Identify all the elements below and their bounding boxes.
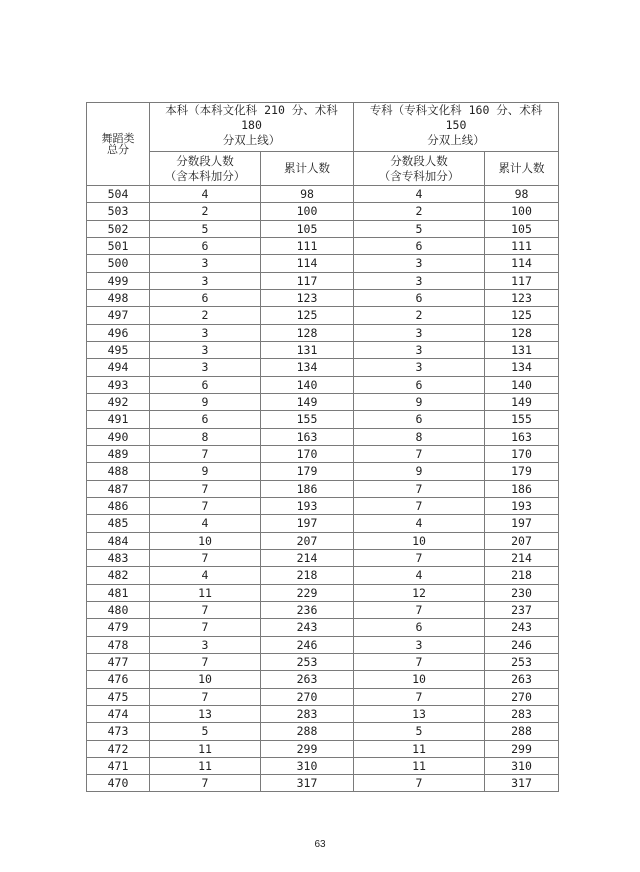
total-score-cell: 482 — [87, 567, 150, 584]
table-row — [87, 445, 559, 462]
junior-college-cumulative-cell: 237 — [485, 601, 559, 618]
undergraduate-segment-count-cell: 4 — [150, 567, 261, 584]
undergraduate-cumulative-cell: 214 — [261, 549, 354, 566]
undergraduate-group-header — [150, 103, 354, 152]
undergraduate-cumulative-cell: 140 — [261, 376, 354, 393]
undergraduate-cumulative-cell: 128 — [261, 324, 354, 341]
total-score-cell: 480 — [87, 601, 150, 618]
undergraduate-segment-count-cell: 6 — [150, 237, 261, 254]
junior-college-segment-count-cell: 12 — [354, 584, 485, 601]
undergraduate-segment-count-cell: 2 — [150, 203, 261, 220]
table-row — [87, 393, 559, 410]
undergraduate-segment-count-cell: 11 — [150, 757, 261, 774]
undergraduate-segment-count-cell: 10 — [150, 671, 261, 688]
junior-college-segment-count-cell: 11 — [354, 740, 485, 757]
table-row — [87, 359, 559, 376]
undergraduate-cumulative-cell: 299 — [261, 740, 354, 757]
table-row — [87, 411, 559, 428]
undergraduate-cumulative-cell: 270 — [261, 688, 354, 705]
table-row — [87, 237, 559, 254]
junior-college-cumulative-cell: 179 — [485, 463, 559, 480]
table-row — [87, 480, 559, 497]
table-row — [87, 341, 559, 358]
junior-college-segment-count-cell: 7 — [354, 653, 485, 670]
junior-college-cumulative-cell: 197 — [485, 515, 559, 532]
table-row — [87, 671, 559, 688]
undergraduate-segment-count-cell: 4 — [150, 515, 261, 532]
undergraduate-cumulative-cell: 134 — [261, 359, 354, 376]
undergraduate-header-line-1: 本科（本科文化科 210 分、术科 — [165, 103, 338, 117]
total-score-cell: 470 — [87, 775, 150, 792]
undergraduate-segment-count-cell: 7 — [150, 688, 261, 705]
junior-college-cumulative-cell: 317 — [485, 775, 559, 792]
undergraduate-cumulative-cell: 283 — [261, 705, 354, 722]
undergraduate-cumulative-cell: 263 — [261, 671, 354, 688]
undergraduate-cumulative-cell: 186 — [261, 480, 354, 497]
undergraduate-cumulative-cell: 149 — [261, 393, 354, 410]
table-row — [87, 255, 559, 272]
undergraduate-segment-count-cell: 7 — [150, 497, 261, 514]
undergraduate-segment-count-cell: 7 — [150, 445, 261, 462]
total-score-cell: 487 — [87, 480, 150, 497]
table-row — [87, 601, 559, 618]
undergraduate-cumulative-cell: 229 — [261, 584, 354, 601]
undergraduate-cumulative-cell: 111 — [261, 237, 354, 254]
junior-college-segment-count-cell: 11 — [354, 757, 485, 774]
undergraduate-cumulative-cell: 207 — [261, 532, 354, 549]
table-row — [87, 757, 559, 774]
total-score-cell: 479 — [87, 619, 150, 636]
table-row — [87, 775, 559, 792]
junior-college-segment-count-cell: 6 — [354, 376, 485, 393]
table-row — [87, 740, 559, 757]
page-number: 63 — [314, 839, 326, 850]
total-score-cell: 475 — [87, 688, 150, 705]
undergraduate-cumulative-cell: 197 — [261, 515, 354, 532]
junior-college-segment-count-cell: 7 — [354, 775, 485, 792]
junior-college-cumulative-cell: 270 — [485, 688, 559, 705]
junior-college-segment-count-cell: 2 — [354, 307, 485, 324]
undergraduate-segment-count-cell: 9 — [150, 393, 261, 410]
junior-college-cumulative-cell: 105 — [485, 220, 559, 237]
junior-college-cumulative-cell: 299 — [485, 740, 559, 757]
undergraduate-segment-count-cell: 3 — [150, 324, 261, 341]
junior-college-segment-count-cell: 13 — [354, 705, 485, 722]
junior-college-segment-count-cell: 6 — [354, 411, 485, 428]
table-row — [87, 688, 559, 705]
undergraduate-cumulative-cell: 288 — [261, 723, 354, 740]
table-row — [87, 463, 559, 480]
undergraduate-segment-count-cell: 4 — [150, 186, 261, 203]
undergraduate-cumulative-cell: 310 — [261, 757, 354, 774]
undergraduate-cumulative-cell: 163 — [261, 428, 354, 445]
total-score-cell: 501 — [87, 237, 150, 254]
undergraduate-cumulative-cell: 125 — [261, 307, 354, 324]
undergraduate-segment-count-cell: 7 — [150, 480, 261, 497]
junior-college-segment-count-cell: 4 — [354, 515, 485, 532]
undergraduate-cumulative-cell: 114 — [261, 255, 354, 272]
table-row — [87, 376, 559, 393]
undergraduate-cumulative-cell: 243 — [261, 619, 354, 636]
total-score-cell: 503 — [87, 203, 150, 220]
total-score-cell: 488 — [87, 463, 150, 480]
junior-college-cumulative-cell: 263 — [485, 671, 559, 688]
total-score-cell: 476 — [87, 671, 150, 688]
undergraduate-cumulative-cell: 317 — [261, 775, 354, 792]
undergraduate-segment-count-cell: 5 — [150, 723, 261, 740]
junior-college-cumulative-cell: 100 — [485, 203, 559, 220]
junior-college-cumulative-cell: 111 — [485, 237, 559, 254]
table-row — [87, 549, 559, 566]
junior-college-cumulative-cell: 128 — [485, 324, 559, 341]
undergraduate-cumulative-cell: 253 — [261, 653, 354, 670]
undergraduate-cumulative-cell: 179 — [261, 463, 354, 480]
table-row — [87, 497, 559, 514]
junior-college-segment-count-cell: 3 — [354, 636, 485, 653]
undergraduate-cumulative-cell: 236 — [261, 601, 354, 618]
undergraduate-segment-count-header — [150, 152, 261, 186]
table-row — [87, 532, 559, 549]
undergraduate-cumulative-cell: 100 — [261, 203, 354, 220]
junior-college-segment-count-cell: 3 — [354, 341, 485, 358]
undergraduate-header-line-2: 180 — [241, 118, 262, 132]
total-score-cell: 500 — [87, 255, 150, 272]
junior-college-cumulative-cell: 134 — [485, 359, 559, 376]
junior-college-cumulative-cell: 283 — [485, 705, 559, 722]
total-score-cell: 473 — [87, 723, 150, 740]
table-row — [87, 723, 559, 740]
junior-college-segment-count-cell: 7 — [354, 688, 485, 705]
undergraduate-cumulative-header: 累计人数 — [261, 152, 354, 186]
junior-college-cumulative-cell: 218 — [485, 567, 559, 584]
table-row — [87, 428, 559, 445]
junior-college-header-line-2: 150 — [445, 118, 467, 132]
undergraduate-segment-count-cell: 6 — [150, 411, 261, 428]
table-row — [87, 289, 559, 306]
junior-college-cumulative-cell: 123 — [485, 289, 559, 306]
junior-college-segment-count-cell: 10 — [354, 532, 485, 549]
total-score-cell: 492 — [87, 393, 150, 410]
table-row — [87, 220, 559, 237]
junior-college-segment-count-cell: 3 — [354, 324, 485, 341]
junior-college-segment-count-cell: 5 — [354, 723, 485, 740]
junior-college-cumulative-cell: 243 — [485, 619, 559, 636]
junior-college-segment-count-cell: 7 — [354, 480, 485, 497]
undergraduate-segment-count-cell: 9 — [150, 463, 261, 480]
undergraduate-cumulative-cell: 155 — [261, 411, 354, 428]
table-row — [87, 636, 559, 653]
junior-college-cumulative-cell: 214 — [485, 549, 559, 566]
junior-college-cumulative-cell: 246 — [485, 636, 559, 653]
junior-college-segment-count-cell: 3 — [354, 359, 485, 376]
junior-college-cumulative-cell: 193 — [485, 497, 559, 514]
table-row — [87, 567, 559, 584]
junior-college-segment-count-cell: 3 — [354, 255, 485, 272]
undergraduate-cumulative-cell: 246 — [261, 636, 354, 653]
undergraduate-segment-count-cell: 8 — [150, 428, 261, 445]
total-score-cell: 484 — [87, 532, 150, 549]
total-score-cell: 491 — [87, 411, 150, 428]
total-score-cell: 478 — [87, 636, 150, 653]
undergraduate-segment-count-cell: 3 — [150, 255, 261, 272]
undergraduate-cumulative-cell: 218 — [261, 567, 354, 584]
table-row — [87, 584, 559, 601]
junior-college-segment-count-cell: 7 — [354, 549, 485, 566]
undergraduate-segment-count-cell: 11 — [150, 584, 261, 601]
undergraduate-segment-count-cell: 7 — [150, 775, 261, 792]
undergraduate-cumulative-cell: 170 — [261, 445, 354, 462]
undergraduate-segment-count-cell: 3 — [150, 272, 261, 289]
table-row — [87, 324, 559, 341]
total-score-cell: 497 — [87, 307, 150, 324]
junior-college-segment-count-cell: 9 — [354, 393, 485, 410]
total-score-cell: 494 — [87, 359, 150, 376]
junior-college-cumulative-cell: 125 — [485, 307, 559, 324]
junior-college-cumulative-cell: 310 — [485, 757, 559, 774]
junior-college-cumulative-cell: 117 — [485, 272, 559, 289]
undergraduate-segment-count-cell: 7 — [150, 549, 261, 566]
junior-college-cumulative-cell: 98 — [485, 186, 559, 203]
undergraduate-segment-count-cell: 7 — [150, 619, 261, 636]
junior-college-cumulative-header: 累计人数 — [485, 152, 559, 186]
table-row — [87, 307, 559, 324]
junior-college-cumulative-cell: 149 — [485, 393, 559, 410]
table-row — [87, 186, 559, 203]
junior-college-segment-count-cell: 7 — [354, 497, 485, 514]
undergraduate-segment-count-cell: 3 — [150, 341, 261, 358]
junior-college-group-header — [354, 103, 559, 152]
undergraduate-cumulative-cell: 123 — [261, 289, 354, 306]
junior-college-segment-count-cell: 7 — [354, 601, 485, 618]
total-score-cell: 498 — [87, 289, 150, 306]
total-score-cell: 504 — [87, 186, 150, 203]
junior-college-segment-count-cell: 7 — [354, 445, 485, 462]
segment-count-label: 分数段人数 — [390, 153, 448, 168]
undergraduate-cumulative-cell: 105 — [261, 220, 354, 237]
total-score-cell: 495 — [87, 341, 150, 358]
total-score-cell: 481 — [87, 584, 150, 601]
total-score-cell: 490 — [87, 428, 150, 445]
junior-college-cumulative-cell: 131 — [485, 341, 559, 358]
total-score-cell: 502 — [87, 220, 150, 237]
junior-college-segment-count-cell: 3 — [354, 272, 485, 289]
junior-college-segment-count-cell: 4 — [354, 186, 485, 203]
undergraduate-header-line-3: 分双上线） — [222, 133, 281, 147]
total-score-cell: 485 — [87, 515, 150, 532]
total-score-cell: 493 — [87, 376, 150, 393]
corner-header-line-1: 舞蹈类 — [101, 132, 135, 145]
junior-college-segment-count-cell: 10 — [354, 671, 485, 688]
junior-college-segment-count-cell: 2 — [354, 203, 485, 220]
total-score-header — [87, 103, 150, 186]
total-score-cell: 489 — [87, 445, 150, 462]
total-score-cell: 486 — [87, 497, 150, 514]
junior-college-segment-count-cell: 6 — [354, 289, 485, 306]
junior-college-segment-count-cell: 6 — [354, 237, 485, 254]
undergraduate-segment-count-cell: 6 — [150, 289, 261, 306]
undergraduate-cumulative-cell: 131 — [261, 341, 354, 358]
junior-college-cumulative-cell: 207 — [485, 532, 559, 549]
junior-college-cumulative-cell: 163 — [485, 428, 559, 445]
table-row — [87, 515, 559, 532]
junior-college-cumulative-cell: 253 — [485, 653, 559, 670]
junior-college-header-line-3: 分双上线） — [427, 133, 485, 147]
undergraduate-segment-count-cell: 13 — [150, 705, 261, 722]
table-row — [87, 653, 559, 670]
table-body — [87, 186, 559, 792]
undergraduate-segment-count-cell: 2 — [150, 307, 261, 324]
total-score-cell: 483 — [87, 549, 150, 566]
segment-count-note: （含本科加分） — [164, 168, 246, 183]
undergraduate-cumulative-cell: 193 — [261, 497, 354, 514]
undergraduate-segment-count-cell: 7 — [150, 601, 261, 618]
undergraduate-segment-count-cell: 3 — [150, 636, 261, 653]
total-score-cell: 477 — [87, 653, 150, 670]
table-row — [87, 705, 559, 722]
table-header — [87, 103, 559, 186]
junior-college-header-line-1: 专科（专科文化科 160 分、术科 — [369, 103, 543, 117]
undergraduate-cumulative-cell: 117 — [261, 272, 354, 289]
table-row — [87, 272, 559, 289]
junior-college-segment-count-cell: 4 — [354, 567, 485, 584]
junior-college-segment-count-cell: 9 — [354, 463, 485, 480]
junior-college-cumulative-cell: 230 — [485, 584, 559, 601]
table-row — [87, 619, 559, 636]
segment-count-label: 分数段人数 — [176, 153, 234, 168]
total-score-cell: 472 — [87, 740, 150, 757]
corner-header-line-2: 总分 — [107, 143, 129, 156]
segment-count-note: （含专科加分） — [378, 168, 460, 183]
total-score-cell: 474 — [87, 705, 150, 722]
junior-college-cumulative-cell: 140 — [485, 376, 559, 393]
total-score-cell: 471 — [87, 757, 150, 774]
junior-college-cumulative-cell: 170 — [485, 445, 559, 462]
undergraduate-segment-count-cell: 5 — [150, 220, 261, 237]
junior-college-segment-count-cell: 5 — [354, 220, 485, 237]
junior-college-cumulative-cell: 186 — [485, 480, 559, 497]
undergraduate-segment-count-cell: 7 — [150, 653, 261, 670]
total-score-cell: 496 — [87, 324, 150, 341]
undergraduate-segment-count-cell: 6 — [150, 376, 261, 393]
undergraduate-segment-count-cell: 11 — [150, 740, 261, 757]
undergraduate-cumulative-cell: 98 — [261, 186, 354, 203]
junior-college-segment-count-cell: 8 — [354, 428, 485, 445]
junior-college-cumulative-cell: 155 — [485, 411, 559, 428]
undergraduate-segment-count-cell: 3 — [150, 359, 261, 376]
junior-college-cumulative-cell: 288 — [485, 723, 559, 740]
junior-college-cumulative-cell: 114 — [485, 255, 559, 272]
junior-college-segment-count-header — [354, 152, 485, 186]
total-score-cell: 499 — [87, 272, 150, 289]
undergraduate-segment-count-cell: 10 — [150, 532, 261, 549]
table-row — [87, 203, 559, 220]
junior-college-segment-count-cell: 6 — [354, 619, 485, 636]
dance-score-table — [86, 102, 559, 792]
